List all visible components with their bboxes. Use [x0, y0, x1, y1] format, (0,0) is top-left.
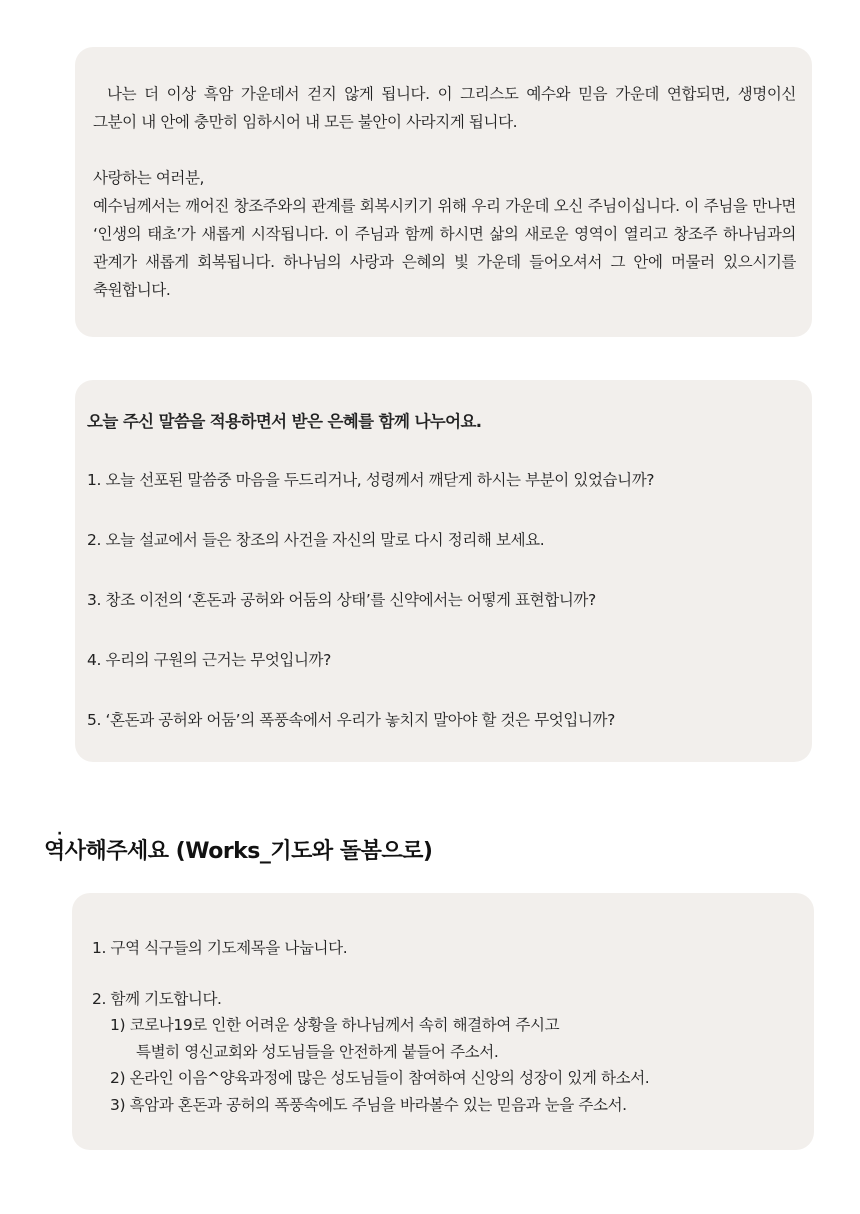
- sermon-box: [75, 47, 812, 337]
- prayer-item-3: 3) 흑암과 혼돈과 공허의 폭풍속에도 주님을 바라볼수 있는 믿음과 눈을 주소서.: [110, 1095, 627, 1114]
- dot-mark: ·: [57, 826, 62, 842]
- question-item: 3. 창조 이전의 ‘혼돈과 공허와 어둠의 상태’를 신약에서는 어떻게 표현합니까?: [87, 591, 596, 609]
- question-item: 4. 우리의 구원의 근거는 무엇입니까?: [87, 651, 331, 669]
- questions-box: [75, 380, 812, 762]
- works-item-1: 1. 구역 식구들의 기도제목을 나눕니다.: [92, 939, 348, 957]
- works-box: [72, 893, 814, 1150]
- greeting: 사랑하는 여러분,: [93, 169, 205, 187]
- works-item-2: 2. 함께 기도합니다.: [92, 990, 222, 1008]
- questions-title: 오늘 주신 말씀을 적용하면서 받은 은혜를 함께 나누어요.: [87, 412, 482, 431]
- sermon-paragraph-2: 예수님께서는 깨어진 창조주와의 관계를 회복시키기 위해 우리 가운데 오신 주님이십니다. 이 주님을 만나면 ‘인생의 태초’가 새롭게 시작됩니다. 이 주님과 함께 하시면 삶의 새로운 영역이 열리고 창조주 하나님과의 관계가 새롭게 회복됩니다. 하나님의 사랑과 은혜의 빛 가운데 들어오셔서 그 안에 머물러 있으시기를 축원합니다.: [93, 197, 796, 299]
- question-item: 1. 오늘 선포된 말씀중 마음을 두드리거나, 성령께서 깨닫게 하시는 부분이 있었습니까?: [87, 471, 655, 489]
- works-heading: [44, 826, 433, 865]
- question-item: 2. 오늘 설교에서 들은 창조의 사건을 자신의 말로 다시 정리해 보세요.: [87, 531, 545, 549]
- prayer-item-1: 1) 코로나19로 인한 어려운 상황을 하나님께서 속히 해결하여 주시고: [110, 1016, 560, 1034]
- question-item: 5. ‘혼돈과 공허와 어둠’의 폭풍속에서 우리가 놓치지 말아야 할 것은 무엇입니까?: [87, 711, 615, 729]
- prayer-item-1-continued: 특별히 영신교회와 성도님들을 안전하게 붙들어 주소서.: [136, 1042, 499, 1061]
- works-heading-text: 역사해주세요 (Works_기도와 돌봄으로): [44, 839, 433, 864]
- prayer-item-2: 2) 온라인 이음^양육과정에 많은 성도님들이 참여하여 신앙의 성장이 있게 하소서.: [110, 1069, 650, 1087]
- sermon-paragraph-1: 나는 더 이상 흑암 가운데서 걷지 않게 됩니다. 이 그리스도 예수와 믿음 가운데 연합되면, 생명이신 그분이 내 안에 충만히 임하시어 내 모든 불안이 사라지게 됩니다.: [93, 85, 796, 131]
